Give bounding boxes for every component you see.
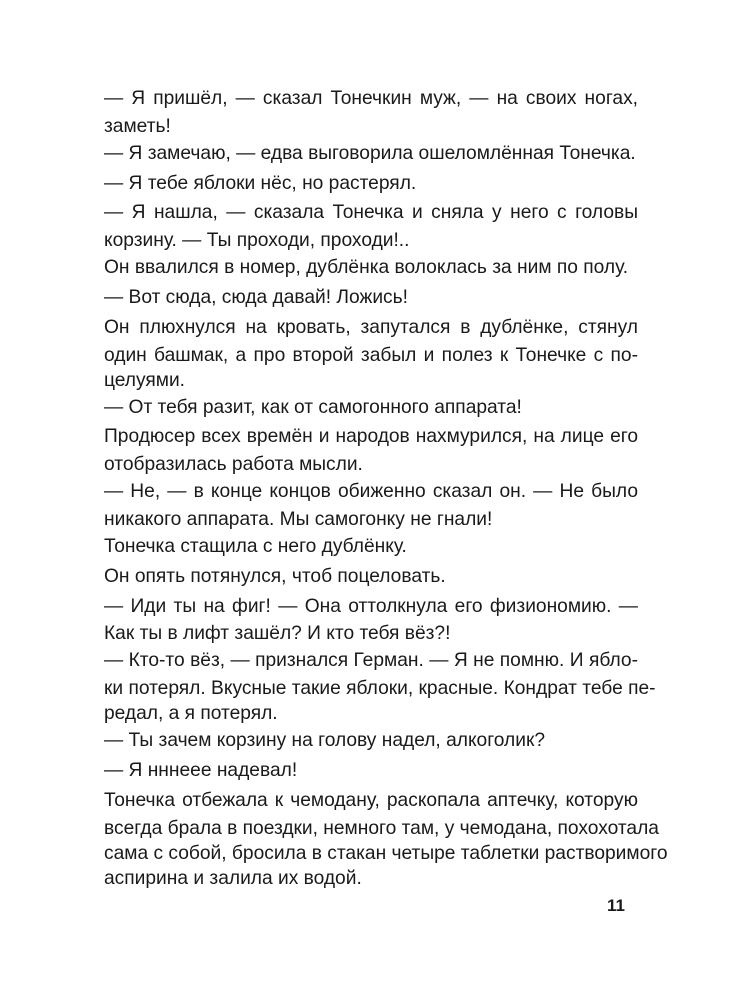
text-line: — Не, — в конце концов обиженно сказал он. — Не было [104, 481, 638, 503]
text-line: Тонечка отбежала к чемодану, раскопала аптечку, которую [104, 789, 638, 811]
text-line: ки потерял. Вкусные такие яблоки, красные. Кондрат тебе пе- [104, 678, 656, 700]
text-line: Он плюхнулся на кровать, запутался в дублёнке, стянул [104, 316, 638, 338]
text-line: Как ты в лифт зашёл? И кто тебя вёз?! [104, 623, 451, 645]
text-line: — Иди ты на фиг! — Она оттолкнула его физиономию. — [104, 595, 638, 617]
text-line: редал, а я потерял. [104, 703, 278, 725]
text-line: заметь! [104, 115, 171, 137]
text-line: целуями. [104, 369, 186, 391]
text-line: никакого аппарата. Мы самогонку не гнали! [104, 508, 493, 530]
text-line: — Вот сюда, сюда давай! Ложись! [104, 286, 408, 308]
text-line: отобразилась работа мысли. [104, 454, 363, 476]
text-line: — Я нннеее надевал! [104, 759, 298, 781]
text-line: — Я тебе яблоки нёс, но растерял. [104, 172, 417, 194]
text-line: Он ввалился в номер, дублёнка волоклась за ним по полу. [104, 257, 629, 279]
text-line: — Я нашла, — сказала Тонечка и сняла у него с головы [104, 202, 638, 224]
page-number: 11 [607, 896, 625, 915]
text-line: — Кто-то вёз, — признался Герман. — Я не помню. И ябло- [104, 650, 638, 672]
text-line: аспирина и залила их водой. [104, 867, 362, 889]
text-line: Тонечка стащила с него дублёнку. [104, 535, 407, 557]
text-line: Он опять потянулся, чтоб поцеловать. [104, 565, 446, 587]
text-line: корзину. — Ты проходи, проходи!.. [104, 230, 410, 252]
text-line: — Я замечаю, — едва выговорила ошеломлённая Тонечка. [104, 142, 636, 164]
text-line: — Ты зачем корзину на голову надел, алкоголик? [104, 730, 546, 752]
text-line: — От тебя разит, как от самогонного аппарата! [104, 396, 522, 418]
text-line: — Я пришёл, — сказал Тонечкин муж, — на своих ногах, [104, 88, 638, 109]
text-line: всегда брала в поездки, немного там, у чемодана, похохотала [104, 817, 659, 839]
body-text [104, 84, 668, 891]
text-line: Продюсер всех времён и народов нахмурился, на лице его [104, 426, 638, 448]
text-line: один башмак, а про второй забыл и полез к Тонечке с по- [104, 344, 638, 366]
text-line: сама с собой, бросила в стакан четыре таблетки растворимого [104, 842, 668, 864]
